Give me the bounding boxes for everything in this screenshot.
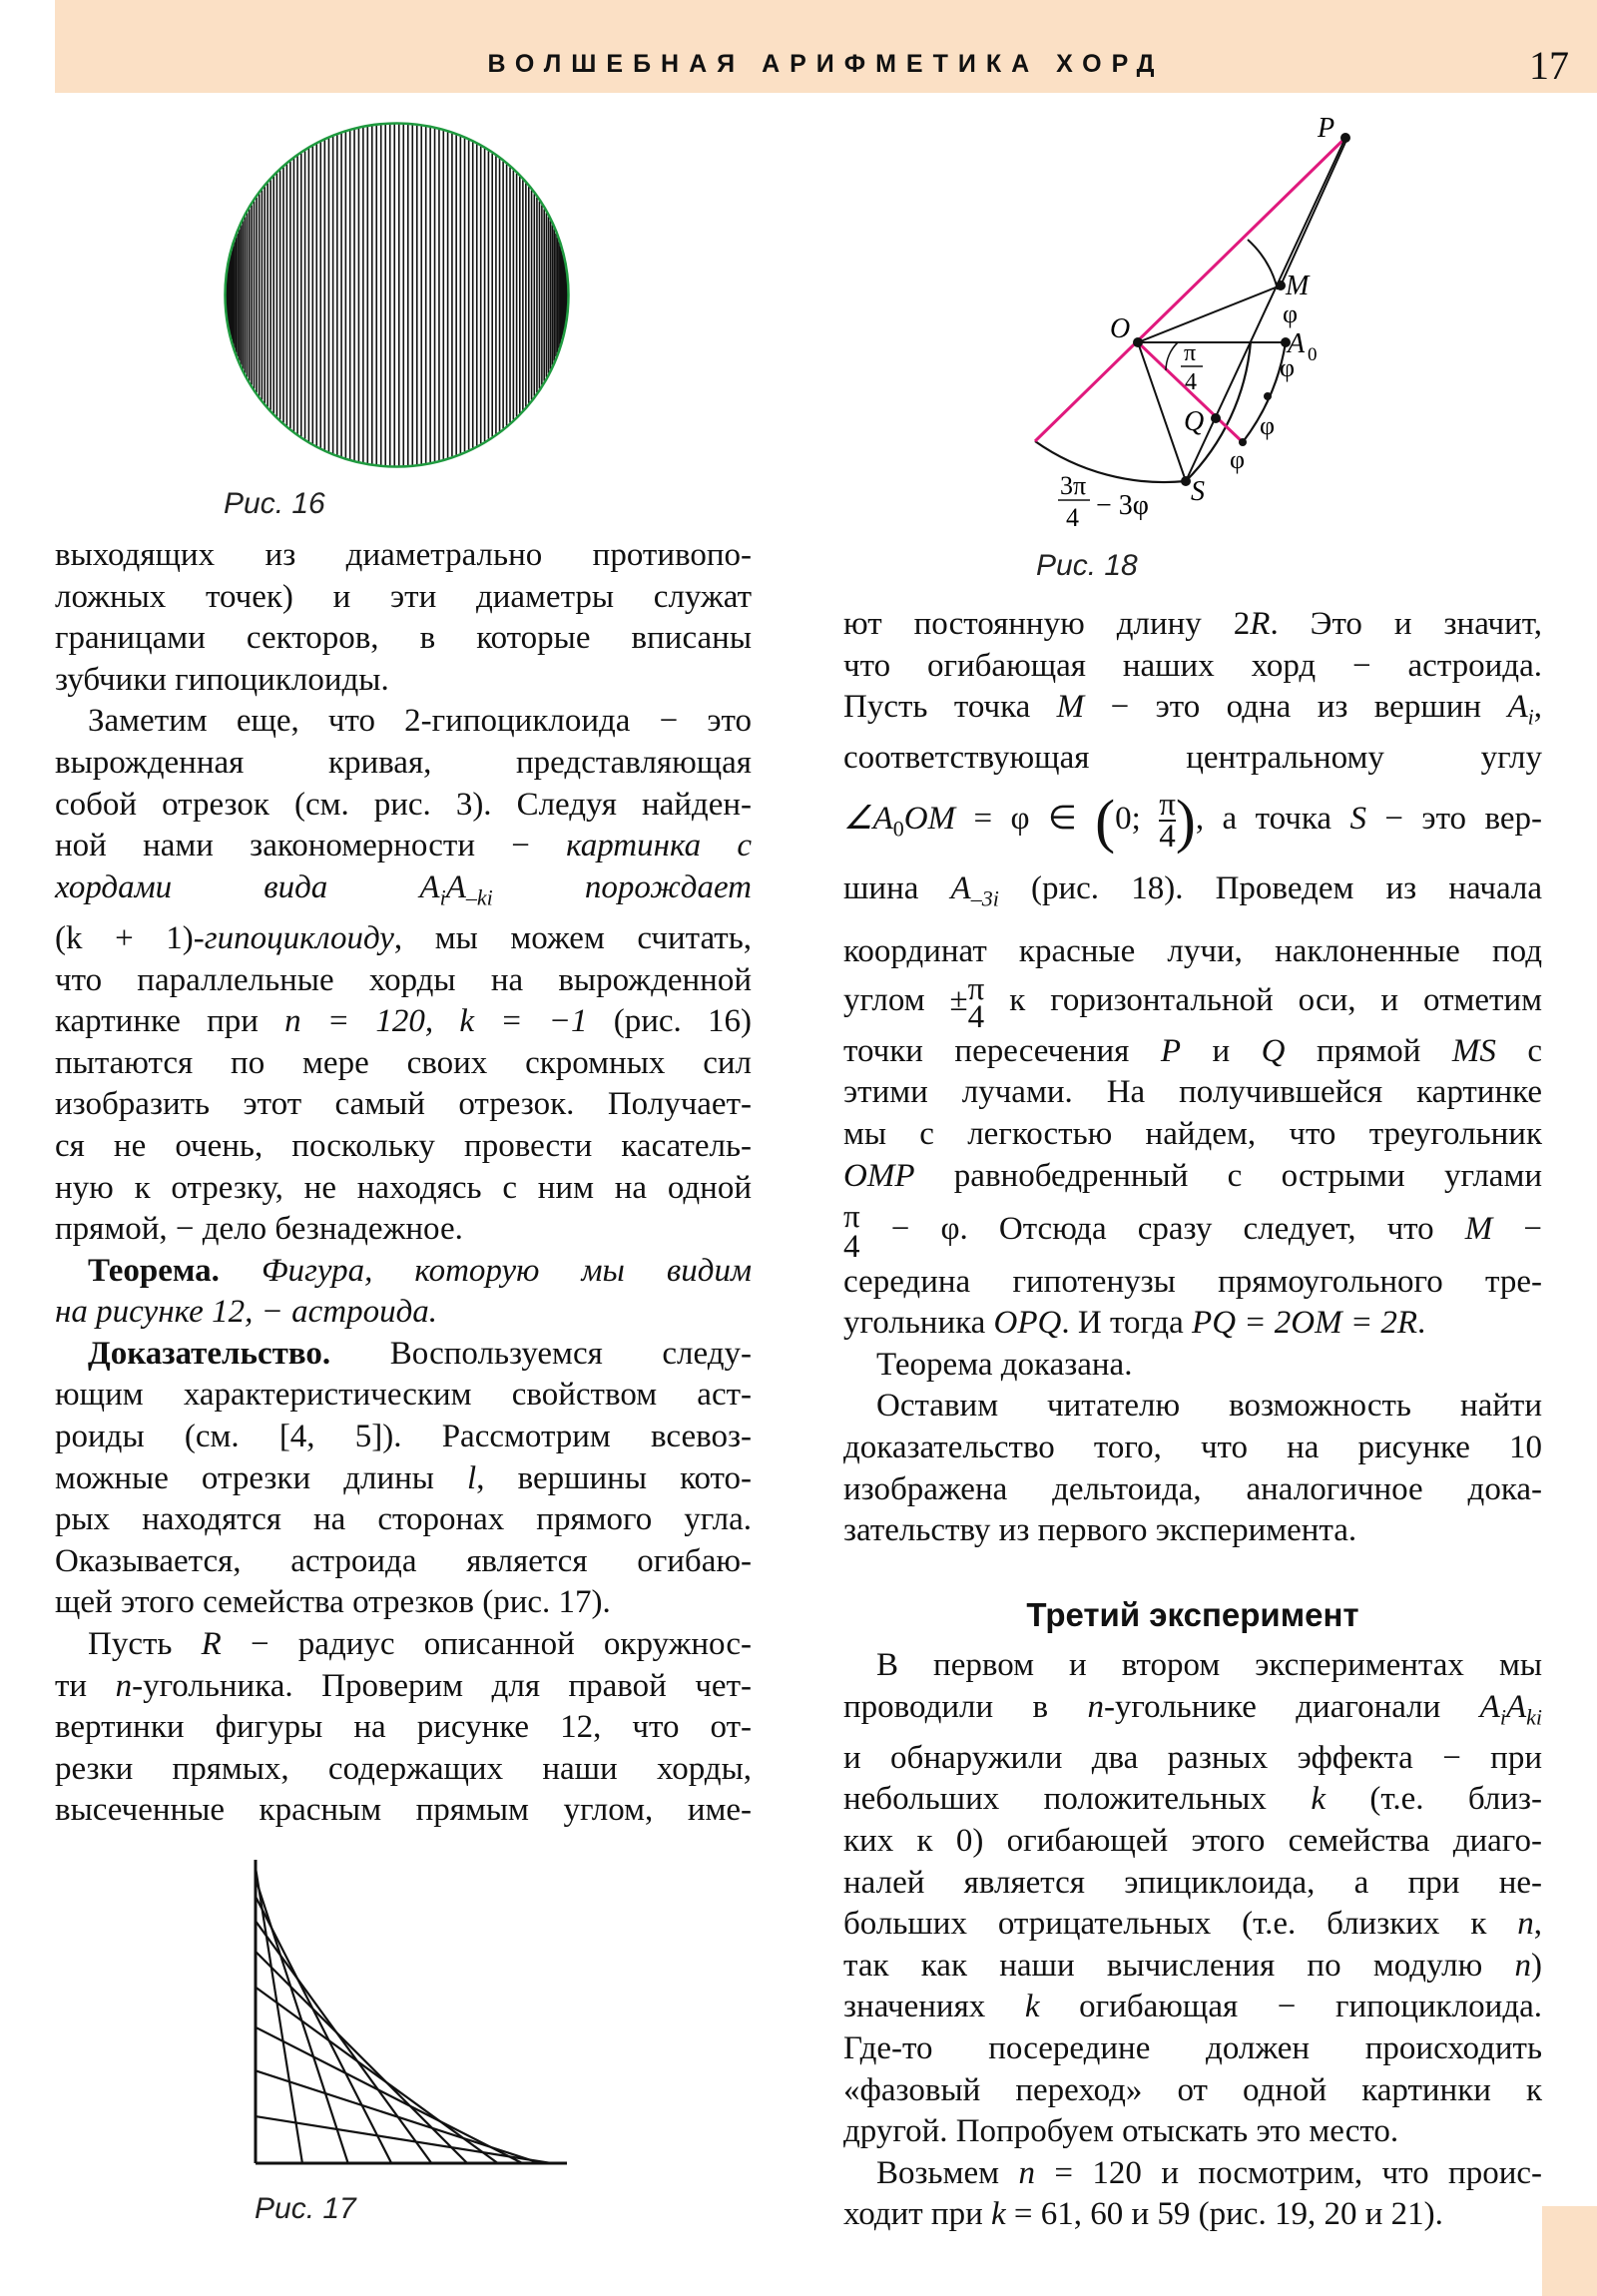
fig18-caption: Рис. 18 bbox=[1036, 549, 1138, 582]
figure-18 bbox=[998, 105, 1417, 534]
fig18-arc-rest: − 3φ bbox=[1096, 490, 1149, 521]
figure-17 bbox=[240, 1852, 579, 2171]
fig18-pi-num: π bbox=[1184, 340, 1197, 366]
fig18-point-p bbox=[1340, 133, 1350, 143]
fig17-segment bbox=[256, 1952, 467, 2163]
fig18-phi-2: φ bbox=[1280, 353, 1296, 382]
fig18-label-a0-sub: 0 bbox=[1308, 344, 1318, 365]
fig18-arc-den: 4 bbox=[1066, 503, 1079, 532]
right-paragraph-4: Возьмем n = 120 и посмотрим, что проис- ходит при k = 61, 60 и 59 (рис. 19, 20 и 21). bbox=[843, 2154, 1542, 2233]
fig18-line-om bbox=[1138, 286, 1281, 342]
fig18-phi-1: φ bbox=[1283, 299, 1299, 328]
fig17-segment bbox=[256, 2027, 522, 2163]
fig18-pi4-arc bbox=[1166, 342, 1178, 370]
left-paragraph-2: Заметим еще, что 2-гипоциклоида − это вырожденная кривая, представляющая собой отрезок (см. рис. 3). Следуя найден- ной нами закономерности − картинка с хордами вида $A_iA_{-ki}$ порождает (k + 1)-гипоциклоиду, мы можем считать, что параллельные хорды на вырожденной картинке при n = 120, k = −1 (рис. 16) пытаются по мере своих скромных сил изобразить этот самый отрезок. Получает- ся не очень, поскольку провести касатель- ную к отрезку, не находясь с ним на одной прямой, − дело безнадежное. bbox=[55, 703, 753, 1248]
fig17-segment bbox=[256, 1879, 348, 2163]
fig18-label-o: O bbox=[1110, 313, 1131, 344]
left-paragraph-1: выходящих из диаметрально противопо- ложных точек) и эти диаметры служат границами секторов, в которые вписаны зубчики гипоциклоиды. bbox=[55, 537, 752, 698]
fig18-phi-3: φ bbox=[1260, 411, 1276, 440]
theorem-paragraph: Теорема. Фигура, которую мы видим на рисунке 12, − астроида. bbox=[55, 1252, 752, 1331]
fig18-line-pq-m bbox=[1281, 138, 1347, 286]
fig18-point-q bbox=[1211, 413, 1221, 423]
figure-16 bbox=[220, 118, 574, 472]
fig18-pi-den: 4 bbox=[1185, 369, 1197, 395]
section-heading: Третий эксперимент bbox=[1026, 1596, 1359, 1633]
right-column-text bbox=[843, 604, 1542, 1552]
right-paragraph-1: ют постоянную длину 2R. Это и значит, что огибающая наших хорд − астроида. Пусть точка M − это одна из вершин $A_i$, соответствующая центральному углу $\angle A_0OM = \varphi$ ∈ (0; $\frac{\pi}{4}$ ), а точка S − это вер- шина $A_{-3i}$ (рис. 18). Проведем из начала координат красные лучи, наклоненные под углом ± π 4 к горизонтальной оси, и отметим точки пересечения P и Q прямой MS с этими лучами. На получившейся картинке мы с легкостью найдем, что треугольник OMP равнобедренный с острыми углами π 4 − φ. Отсюда сразу следует, что M − середина гипотенузы прямоугольного тре- угольника OPQ. И тогда PQ = 2OM = 2R. bbox=[843, 606, 1543, 1342]
fig17-segment bbox=[256, 1897, 391, 2163]
fig18-arc-num: 3π bbox=[1060, 471, 1087, 500]
fig18-phi-4: φ bbox=[1230, 445, 1246, 474]
fig16-chords bbox=[227, 125, 568, 466]
fig18-label-s: S bbox=[1191, 476, 1205, 507]
fig16-caption: Рис. 16 bbox=[224, 487, 325, 520]
fig18-point-s bbox=[1181, 476, 1191, 486]
right-paragraph-3: В первом и втором экспериментах мы проводили в n-угольнике диагонали $A_iA_{ki}$ и обнаружили два разных эффекта − при небольших положительных k (т.е. близ- ких к 0) огибающей этого семейства диаго- налей является эпициклоида, а при не- больших отрицательных (т.е. близких к n, так как наши вычисления по модулю n) значениях k огибающая − гипоциклоида. Где-то посередине должен происходить «фазовый переход» от одной картинки к другой. Попробуем отыскать это место. bbox=[843, 1647, 1543, 2150]
fig17-segments bbox=[256, 1864, 555, 2163]
fig18-label-a0: A bbox=[1288, 328, 1306, 359]
proof-paragraph: Доказательство. Воспользуемся следу- ющим характеристическим свойством аст- роиды (см. [4, 5]). Рассмотрим всевоз- можные отрезки длины l, вершины кото- рых находятся на сторонах прямого угла. Оказывается, астроида является огибаю- щей этого семейства отрезков (рис. 17). bbox=[55, 1335, 752, 1621]
fig18-point-o bbox=[1133, 337, 1143, 347]
fig18-point-a1 bbox=[1264, 392, 1272, 400]
left-column-text bbox=[55, 535, 752, 1832]
theorem-done: Теорема доказана. bbox=[876, 1346, 1133, 1383]
edge-tab bbox=[1542, 2206, 1597, 2296]
fig18-label-p: P bbox=[1318, 113, 1335, 144]
page-number: 17 bbox=[1529, 43, 1569, 88]
left-paragraph-r: Пусть R − радиус описанной окружнос- ти n-угольника. Проверим для правой чет- вертинки фигуры на рисунке 12, что от- резки прямых, содержащих наши хорды, высеченные красным прямым углом, име- bbox=[55, 1626, 752, 1829]
fig18-label-q: Q bbox=[1184, 406, 1205, 437]
right-column-text-2 bbox=[843, 1645, 1542, 2236]
running-title: ВОЛШЕБНАЯ АРИФМЕТИКА ХОРД bbox=[487, 50, 1165, 78]
fig18-angle-arc bbox=[1248, 240, 1278, 289]
fig17-caption: Рис. 17 bbox=[255, 2192, 356, 2225]
right-paragraph-2: Оставим читателю возможность найти доказательство того, что на рисунке 10 изображена дельтоида, аналогичное дока- зательству из первого эксперимента. bbox=[843, 1388, 1542, 1549]
fig17-segment bbox=[256, 1988, 498, 2163]
fig18-label-m: M bbox=[1286, 271, 1310, 301]
fig18-point-m bbox=[1276, 281, 1286, 290]
header-band bbox=[55, 0, 1597, 93]
